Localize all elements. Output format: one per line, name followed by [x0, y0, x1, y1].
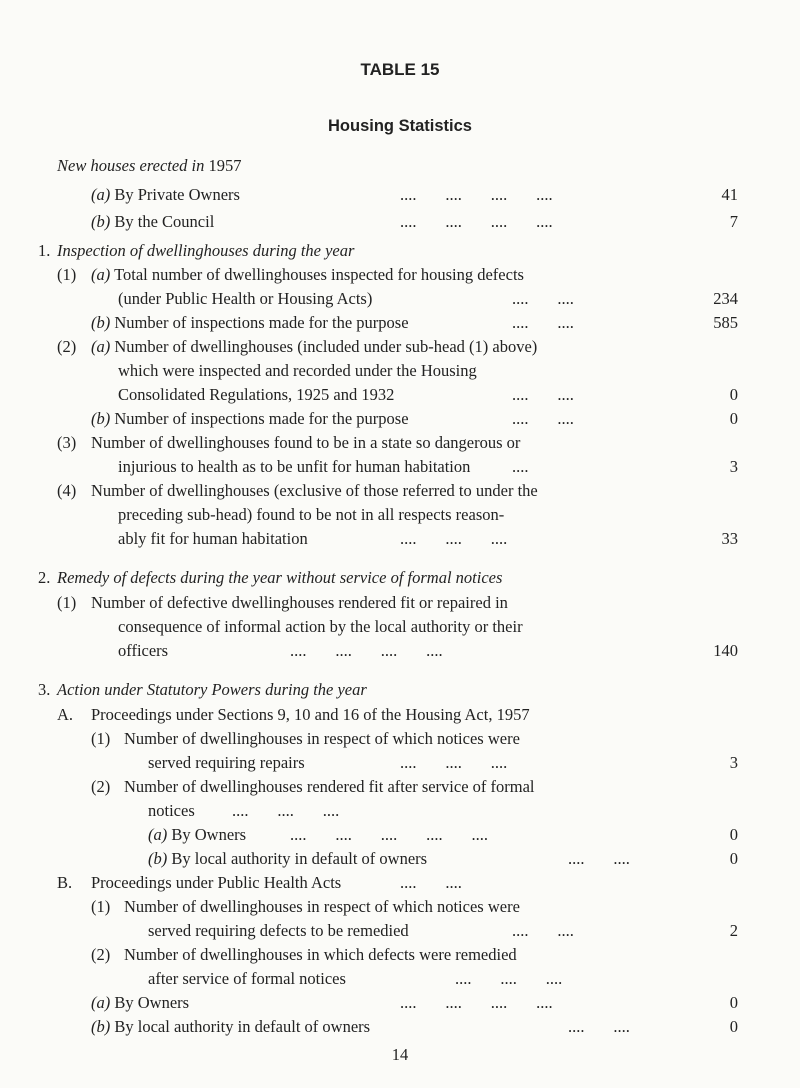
leader: .... — [471, 825, 488, 844]
s3-A2a-row — [148, 825, 246, 845]
s3-A2-line1: Number of dwellinghouses rendered fit after service of formal — [124, 777, 535, 796]
new-houses-year: 1957 — [208, 156, 242, 175]
leader: .... — [290, 825, 307, 844]
leader-row — [568, 849, 630, 869]
section-2-heading — [57, 568, 502, 588]
leader-row — [568, 1017, 630, 1037]
leader: .... — [536, 993, 553, 1012]
s3-A2-line2: notices — [148, 801, 195, 820]
s3-A1-line1: Number of dwellinghouses in respect of which notices were — [124, 729, 520, 748]
leader: .... — [455, 969, 472, 988]
new-houses-heading-text: New houses erected in — [57, 156, 205, 175]
s1-item3-value: 3 — [729, 457, 738, 476]
leader: .... — [490, 185, 508, 204]
leader: .... — [545, 969, 563, 988]
new-houses-a-value: 41 — [721, 185, 738, 204]
leader-row — [512, 289, 574, 309]
s1-item2a-line1 — [91, 337, 537, 357]
leader: .... — [512, 921, 529, 940]
s3-A1-num: (1) — [91, 729, 111, 748]
s3-B-text: Proceedings under Public Health Acts — [91, 873, 342, 892]
leader: .... — [568, 849, 585, 868]
new-houses-a-row — [91, 185, 240, 205]
leader: .... — [536, 212, 553, 231]
new-houses-a-label: (a) — [91, 185, 111, 204]
s3-Bb-text: By local authority in default of owners — [114, 1017, 371, 1036]
page-number: 14 — [391, 1045, 409, 1064]
leader: .... — [557, 289, 574, 308]
s2-item1-line2: consequence of informal action by the local authority or their — [118, 617, 523, 636]
s1-item4-line1: Number of dwellinghouses (exclusive of those referred to under the — [91, 481, 538, 500]
page-subtitle: Housing Statistics — [328, 117, 472, 135]
leader: .... — [290, 641, 307, 660]
leader-row — [455, 969, 562, 989]
s2-item1-line1: Number of defective dwellinghouses rendered fit or repaired in — [91, 593, 508, 612]
leader: .... — [512, 313, 529, 332]
s3-B2-line2: after service of formal notices — [148, 969, 346, 988]
s3-B2-line1: Number of dwellinghouses in which defects were remedied — [124, 945, 517, 964]
s3-B2-num: (2) — [91, 945, 111, 964]
leader-row — [400, 212, 553, 232]
s1-item2-num: (2) — [57, 337, 77, 356]
s1-item4-line2: preceding sub-head) found to be not in all respects reason- — [118, 505, 505, 524]
leader: .... — [400, 212, 417, 231]
s1-item1a-line1 — [91, 265, 524, 285]
leader: .... — [335, 641, 352, 660]
s3-A1-value: 3 — [729, 753, 738, 772]
s3-Ba-label: (a) — [91, 993, 111, 1012]
s2-item1-num: (1) — [57, 593, 77, 612]
leader: .... — [445, 212, 462, 231]
s3-A2a-value: 0 — [729, 825, 738, 844]
s1-item2a-line3: Consolidated Regulations, 1925 and 1932 — [118, 385, 395, 404]
leader: .... — [445, 529, 462, 548]
leader-row — [400, 873, 462, 893]
leader-row — [232, 801, 339, 821]
leader-row — [512, 921, 574, 941]
leader: .... — [557, 313, 574, 332]
leader: .... — [512, 457, 529, 476]
s3-A2a-text: By Owners — [171, 825, 247, 844]
leader-row — [512, 409, 574, 429]
leader: .... — [232, 801, 249, 820]
s1-item2b-value: 0 — [729, 409, 738, 428]
leader: .... — [277, 801, 294, 820]
leader-row — [290, 825, 488, 845]
s3-Ba-row — [91, 993, 189, 1013]
s3-Ba-value: 0 — [729, 993, 738, 1012]
leader: .... — [490, 529, 508, 548]
new-houses-b-value: 7 — [729, 212, 738, 231]
leader: .... — [490, 993, 508, 1012]
section-1-heading-text: Inspection of dwellinghouses during the year — [57, 241, 355, 260]
leader: .... — [613, 849, 630, 868]
s3-B1-value: 2 — [729, 921, 738, 940]
s1-item1b-value: 585 — [713, 313, 738, 332]
s3-Bb-row — [91, 1017, 370, 1037]
section-3-heading — [57, 680, 367, 700]
s2-item1-value: 140 — [713, 641, 738, 660]
s1-item1a-label: (a) — [91, 265, 111, 284]
s1-item1-num: (1) — [57, 265, 77, 284]
s1-item2a-value: 0 — [729, 385, 738, 404]
section-2-heading-text: Remedy of defects during the year without service of formal notices — [57, 568, 503, 587]
leader: .... — [557, 921, 574, 940]
new-houses-heading — [57, 156, 242, 176]
leader: .... — [445, 753, 462, 772]
leader: .... — [557, 409, 574, 428]
s1-item4-num: (4) — [57, 481, 77, 500]
leader: .... — [380, 641, 398, 660]
leader: .... — [400, 753, 417, 772]
s1-item1a-line2: (under Public Health or Housing Acts) — [118, 289, 373, 308]
s1-item4-line3: ably fit for human habitation — [118, 529, 308, 548]
s1-item2a-line2: which were inspected and recorded under the Housing — [118, 361, 477, 380]
s1-item3-line2: injurious to health as to be unfit for human habitation — [118, 457, 471, 476]
s2-item1-line3: officers — [118, 641, 169, 660]
leader-row — [400, 753, 507, 773]
s3-A-text: Proceedings under Sections 9, 10 and 16 of the Housing Act, 1957 — [91, 705, 530, 724]
leader: .... — [400, 993, 417, 1012]
leader-row — [512, 457, 529, 477]
leader: .... — [400, 529, 417, 548]
leader: .... — [400, 873, 417, 892]
leader-row — [512, 313, 574, 333]
leader: .... — [445, 185, 462, 204]
s3-A2a-label: (a) — [148, 825, 168, 844]
s1-item2b-text: Number of inspections made for the purpose — [114, 409, 409, 428]
section-2-number: 2. — [38, 568, 51, 587]
leader: .... — [613, 1017, 630, 1036]
leader: .... — [335, 825, 352, 844]
new-houses-b-text: By the Council — [114, 212, 215, 231]
leader: .... — [490, 753, 508, 772]
leader: .... — [445, 993, 462, 1012]
s1-item1b-label: (b) — [91, 313, 111, 332]
s1-item3-num: (3) — [57, 433, 77, 452]
leader: .... — [568, 1017, 585, 1036]
leader: .... — [500, 969, 517, 988]
leader: .... — [322, 801, 340, 820]
table-title: TABLE 15 — [360, 60, 440, 79]
s1-item1b-row — [91, 313, 409, 333]
s3-Bb-label: (b) — [91, 1017, 111, 1036]
leader: .... — [557, 385, 574, 404]
leader: .... — [512, 409, 529, 428]
s3-Ba-text: By Owners — [114, 993, 190, 1012]
leader: .... — [380, 825, 398, 844]
leader: .... — [536, 185, 553, 204]
s3-A2b-row — [148, 849, 427, 869]
leader: .... — [426, 641, 443, 660]
s3-B1-line2: served requiring defects to be remedied — [148, 921, 409, 940]
section-1-number: 1. — [38, 241, 51, 260]
leader-row — [400, 993, 553, 1013]
leader-row — [290, 641, 443, 661]
s1-item1a-value: 234 — [713, 289, 738, 308]
leader: .... — [400, 185, 417, 204]
leader: .... — [512, 385, 529, 404]
section-1-heading — [57, 241, 354, 261]
s3-A2b-label: (b) — [148, 849, 168, 868]
s1-item4-value: 33 — [721, 529, 738, 548]
s1-item1a-text1: Total number of dwellinghouses inspected for housing defects — [114, 265, 524, 284]
new-houses-b-row — [91, 212, 214, 232]
s3-B-label: B. — [57, 873, 73, 892]
section-3-number: 3. — [38, 680, 51, 699]
leader: .... — [490, 212, 508, 231]
s1-item2b-label: (b) — [91, 409, 111, 428]
s3-B1-num: (1) — [91, 897, 111, 916]
s3-A2b-value: 0 — [729, 849, 738, 868]
new-houses-a-text: By Private Owners — [114, 185, 240, 204]
leader-row — [512, 385, 574, 405]
section-3-heading-text: Action under Statutory Powers during the year — [57, 680, 367, 699]
s3-A1-line2: served requiring repairs — [148, 753, 305, 772]
s1-item2b-row — [91, 409, 409, 429]
leader: .... — [512, 289, 529, 308]
leader: .... — [445, 873, 462, 892]
s1-item3-line1: Number of dwellinghouses found to be in a state so dangerous or — [91, 433, 521, 452]
new-houses-b-label: (b) — [91, 212, 111, 231]
leader-row — [400, 529, 507, 549]
s3-A2-num: (2) — [91, 777, 111, 796]
leader-row — [400, 185, 553, 205]
s1-item1b-text: Number of inspections made for the purpose — [114, 313, 409, 332]
s3-A2b-text: By local authority in default of owners — [171, 849, 428, 868]
s1-item2a-label: (a) — [91, 337, 111, 356]
leader: .... — [426, 825, 443, 844]
s3-B1-line1: Number of dwellinghouses in respect of which notices were — [124, 897, 520, 916]
s1-item2a-text1: Number of dwellinghouses (included under sub-head (1) above) — [114, 337, 538, 356]
s3-Bb-value: 0 — [729, 1017, 738, 1036]
s3-A-label: A. — [57, 705, 74, 724]
